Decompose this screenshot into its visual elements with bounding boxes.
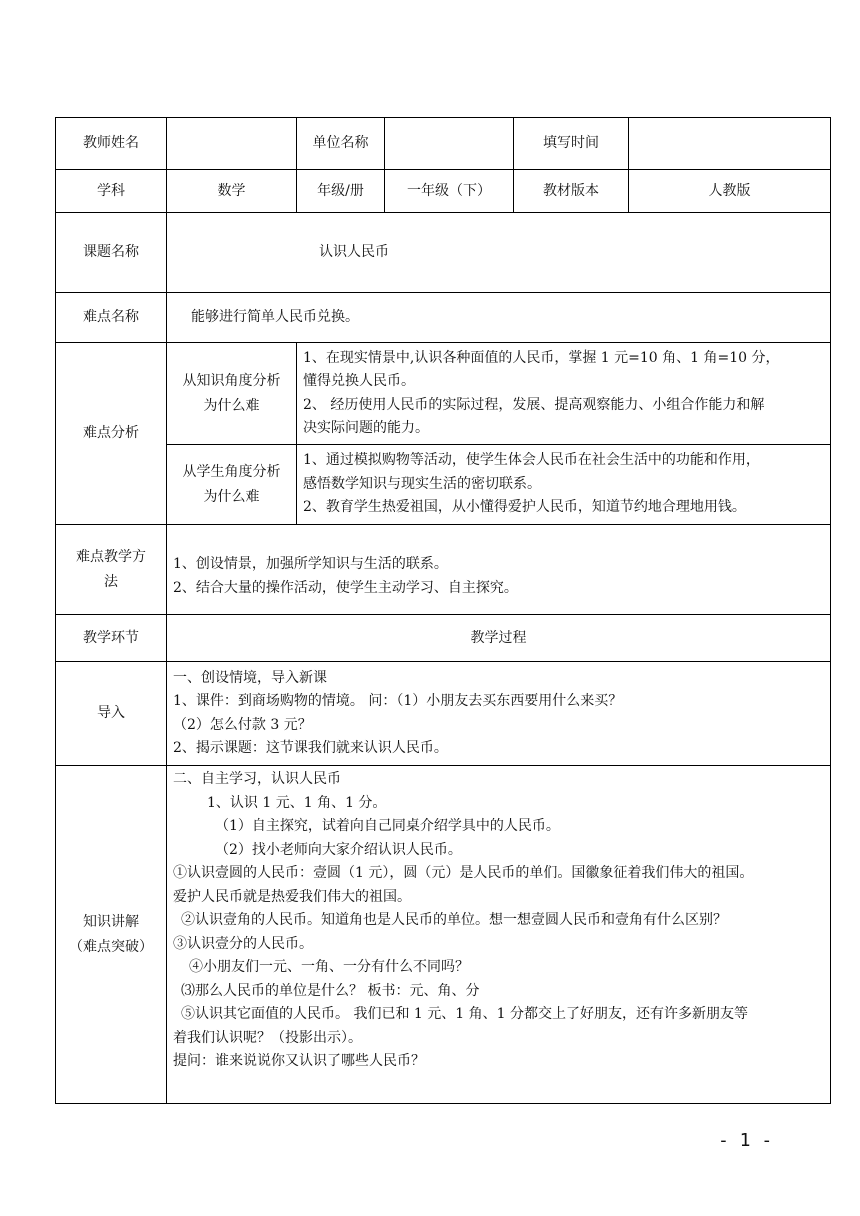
knowledge-angle-line: 2、 经历使用人民币的实际过程，发展、提高观察能力、小组合作能力和解 <box>303 396 765 413</box>
knowledge-angle-label: 从知识角度分析为什么难 <box>167 343 297 445</box>
lesson-title-row <box>56 213 831 293</box>
knowledge-line: ②认识壹角的人民币。知道角也是人民币的单位。想一想壹圆人民币和壹角有什么区别？ <box>181 912 727 928</box>
fill-time-label: 填写时间 <box>514 118 629 170</box>
knowledge-explanation-row <box>56 766 831 1104</box>
teaching-method-label: 难点教学方法 <box>56 525 167 615</box>
knowledge-analysis-row <box>56 343 831 445</box>
lesson-plan-table <box>55 117 831 1104</box>
process-header-row <box>56 615 831 662</box>
knowledge-line: 提问：谁来说说你又认识了哪些人民币？ <box>173 1053 425 1069</box>
knowledge-angle-line: 懂得兑换人民币。 <box>303 373 415 389</box>
difficulty-name-row <box>56 293 831 343</box>
subject-value: 数学 <box>167 170 297 213</box>
edition-value: 人教版 <box>629 170 831 213</box>
intro-line: （2）怎么付款 3 元？ <box>173 716 312 733</box>
student-analysis-row <box>56 445 831 525</box>
subject-label: 学科 <box>56 170 167 213</box>
knowledge-angle-text <box>297 343 831 445</box>
knowledge-line: （1）自主探究，试着向自己同桌介绍学具中的人民币。 <box>215 818 560 834</box>
student-angle-text <box>297 445 831 525</box>
teaching-process-heading: 教学过程 <box>167 615 831 662</box>
unit-name-label: 单位名称 <box>297 118 385 170</box>
lesson-title-label: 课题名称 <box>56 213 167 293</box>
student-angle-line: 感悟数学知识与现实生活的密切联系。 <box>303 475 541 492</box>
teacher-name-label: 教师姓名 <box>56 118 167 170</box>
student-angle-label: 从学生角度分析为什么难 <box>167 445 297 525</box>
intro-line: 1、课件：到商场购物的情境。 问：（1）小朋友去买东西要用什么来买？ <box>173 693 623 709</box>
knowledge-line: （2）找小老师向大家介绍认识人民币。 <box>215 841 462 858</box>
teaching-method-line: 2、结合大量的操作活动，使学生主动学习、自主探究。 <box>173 579 518 596</box>
knowledge-line: ⑤认识其它面值的人民币。 我们已和 1 元、1 角、1 分都交上了好朋友，还有许多新朋友等 <box>181 1006 748 1022</box>
subject-row <box>56 170 831 213</box>
intro-label: 导入 <box>56 662 167 766</box>
knowledge-explanation-label <box>56 766 167 1104</box>
knowledge-line: 爱护人民币就是热爱我们伟大的祖国。 <box>173 888 411 905</box>
knowledge-angle-line: 决实际问题的能力。 <box>303 420 429 436</box>
teaching-method-text <box>167 525 831 615</box>
page-number: - 1 - <box>718 1130 773 1151</box>
knowledge-line: 着我们认识呢？（投影出示）。 <box>173 1029 362 1046</box>
lesson-title-value: 认识人民币 <box>167 213 831 293</box>
teaching-stage-label: 教学环节 <box>56 615 167 662</box>
lesson-plan-document <box>55 117 830 1104</box>
intro-row <box>56 662 831 766</box>
knowledge-line: 二、自主学习，认识人民币 <box>173 771 341 787</box>
difficulty-name-label: 难点名称 <box>56 293 167 343</box>
knowledge-line: ⑶那么人民币的单位是什么？ 板书：元、角、分 <box>181 982 480 999</box>
teacher-info-row <box>56 118 831 170</box>
teaching-method-line: 1、创设情景，加强所学知识与生活的联系。 <box>173 556 448 572</box>
unit-name-value <box>385 118 514 170</box>
grade-value: 一年级（下） <box>385 170 514 213</box>
grade-label: 年级/册 <box>297 170 385 213</box>
knowledge-line: ①认识壹圆的人民币：壹圆（1 元），圆（元）是人民币的单们。国徽象征着我们伟大的祖国。 <box>173 865 754 881</box>
knowledge-line: 1、认识 1 元、1 角、1 分。 <box>207 794 387 811</box>
difficulty-name-value: 能够进行简单人民币兑换。 <box>167 293 831 343</box>
fill-time-value <box>629 118 831 170</box>
teaching-method-row <box>56 525 831 615</box>
knowledge-line: ④小朋友们一元、一角、一分有什么不同吗？ <box>189 959 469 975</box>
difficulty-analysis-label: 难点分析 <box>56 343 167 525</box>
student-angle-line: 1、通过模拟购物等活动，使学生体会人民币在社会生活中的功能和作用， <box>303 452 760 469</box>
intro-text <box>167 662 831 766</box>
intro-line: 2、揭示课题：这节课我们就来认识人民币。 <box>173 740 448 756</box>
intro-line: 一、创设情境，导入新课 <box>173 669 327 686</box>
knowledge-line: ③认识壹分的人民币。 <box>173 935 313 952</box>
knowledge-angle-line: 1、在现实情景中,认识各种面值的人民币，掌握 1 元=10 角、1 角=10 分， <box>303 349 780 366</box>
knowledge-explanation-label-line1: 知识讲解 <box>83 913 139 930</box>
student-angle-line: 2、教育学生热爱祖国，从小懂得爱护人民币，知道节约地合理地用钱。 <box>303 499 746 516</box>
knowledge-explanation-text <box>167 766 831 1104</box>
knowledge-explanation-label-line2: （难点突破） <box>69 938 153 955</box>
edition-label: 教材版本 <box>514 170 629 213</box>
teacher-name-value <box>167 118 297 170</box>
